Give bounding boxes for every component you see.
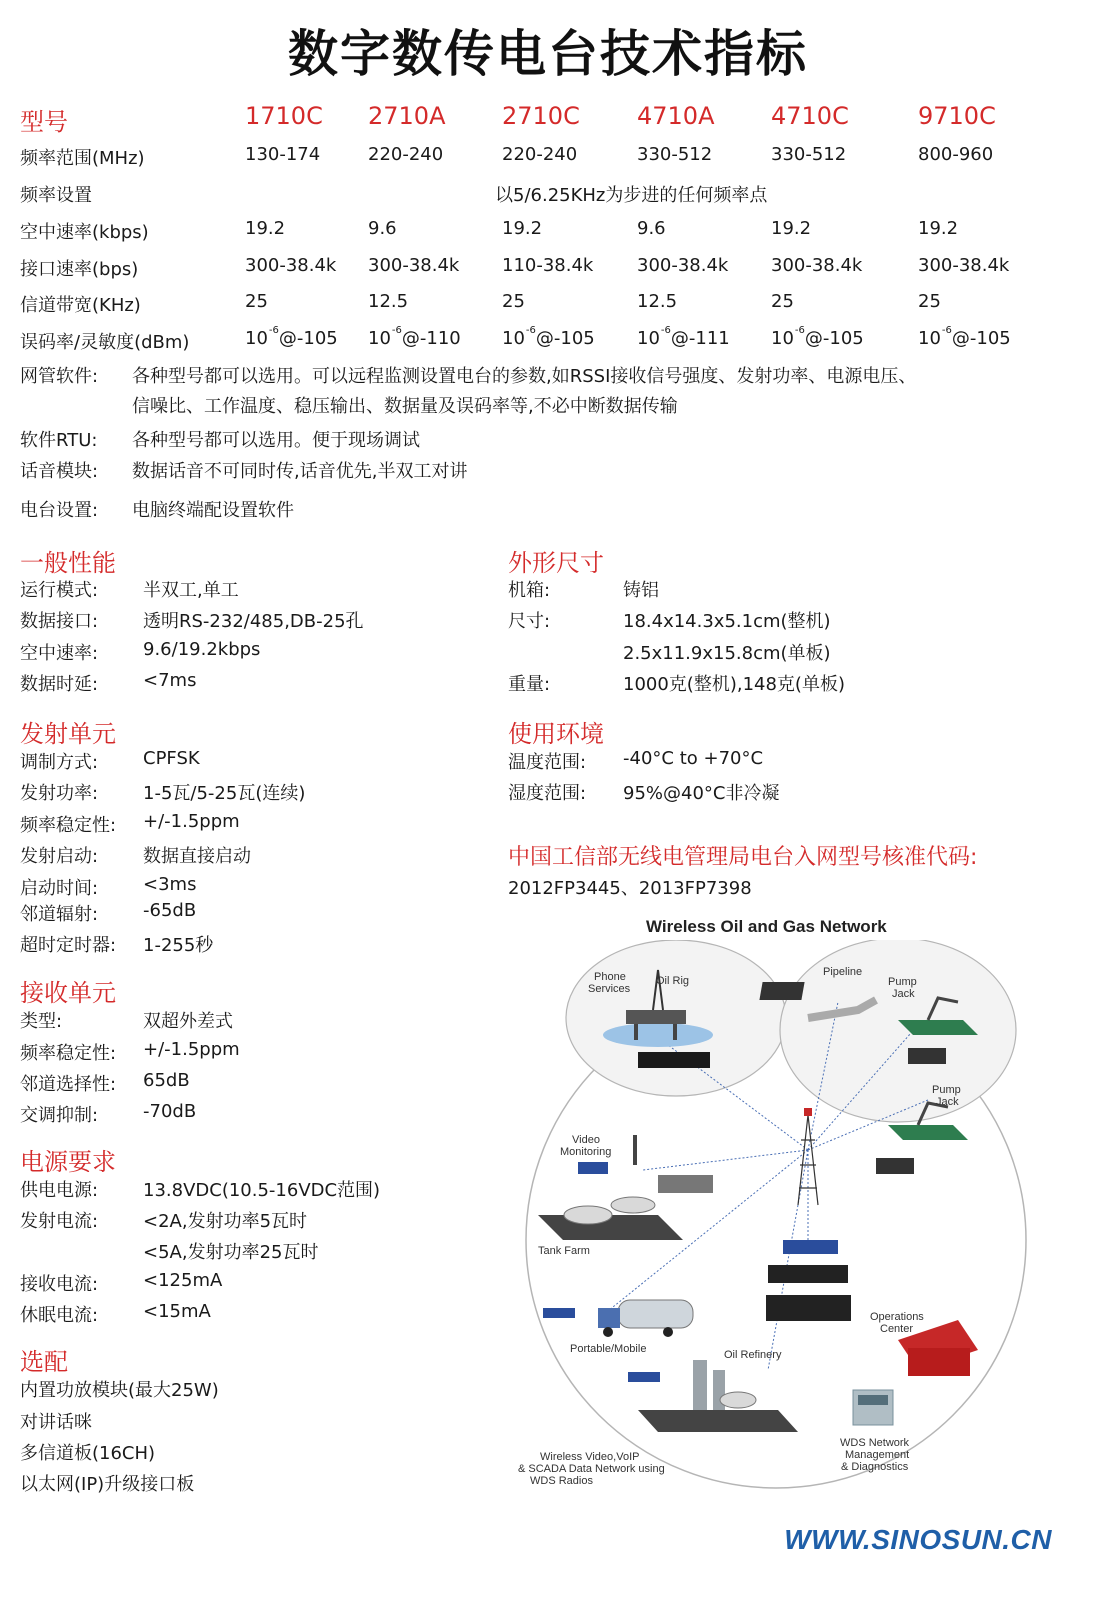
- sens-value: @-105: [278, 328, 338, 349]
- label-phone-services: [588, 971, 631, 995]
- label-ops-line: Center: [880, 1323, 914, 1335]
- spec-value: 65dB: [143, 1070, 190, 1091]
- label-wds-line: Management: [845, 1449, 910, 1461]
- label-video-line: Monitoring: [560, 1146, 612, 1158]
- table-header-model: 型号: [20, 108, 68, 136]
- spec-value: 铸铝: [623, 580, 659, 601]
- spec-value: 95%@40°C非冷凝: [623, 783, 780, 804]
- table-cell: 25: [771, 291, 794, 312]
- row-label: 频率设置: [20, 185, 92, 206]
- label-pipeline: Pipeline: [823, 966, 863, 978]
- website-link[interactable]: WWW.SINOSUN.CN: [784, 1524, 1052, 1555]
- spec-value: +/-1.5ppm: [143, 811, 240, 832]
- table-header-col: 4710A: [637, 102, 715, 130]
- table-cell: 130-174: [245, 144, 321, 165]
- table-cell: 300-38.4k: [918, 255, 1010, 276]
- sens-base: 10: [637, 328, 660, 349]
- sens-base: 10: [245, 328, 268, 349]
- approval-codes: 2012FP3445、2013FP7398: [508, 878, 752, 899]
- section-title-receive: 接收单元: [20, 979, 116, 1007]
- sens-exp: -6: [941, 325, 952, 336]
- label-pump-line: Jack: [936, 1096, 959, 1108]
- spec-label: 频率稳定性:: [20, 815, 117, 836]
- label-portable-mobile: Portable/Mobile: [570, 1343, 647, 1355]
- feature-label: 话音模块:: [20, 461, 99, 482]
- option-item: 以太网(IP)升级接口板: [20, 1474, 195, 1495]
- section-title-general: 一般性能: [20, 549, 116, 577]
- section-title-options: 选配: [20, 1348, 68, 1376]
- label-video-line: Video: [572, 1134, 600, 1146]
- table-header-col: 2710C: [502, 102, 580, 130]
- page-title: 数字数传电台技术指标: [288, 25, 808, 83]
- spec-label: 温度范围:: [508, 752, 587, 773]
- spec-value: <2A,发射功率5瓦时: [143, 1211, 308, 1232]
- table-header-col: 2710A: [368, 102, 446, 130]
- table-cell: 9.6: [637, 218, 666, 239]
- spec-value: <5A,发射功率25瓦时: [143, 1242, 319, 1263]
- table-cell: [502, 325, 595, 349]
- table-cell: 300-38.4k: [368, 255, 460, 276]
- option-item: 多信道板(16CH): [20, 1443, 156, 1464]
- label-ops-line: Operations: [870, 1311, 924, 1323]
- spec-label: 运行模式:: [20, 580, 99, 601]
- table-cell: 800-960: [918, 144, 994, 165]
- sens-value: @-105: [951, 328, 1011, 349]
- table-cell: 220-240: [368, 144, 444, 165]
- sens-exp: -6: [525, 325, 536, 336]
- spec-label: 机箱:: [508, 580, 551, 601]
- table-cell: 9.6: [368, 218, 397, 239]
- row-label: 频率范围(MHz): [20, 148, 145, 169]
- diagram-title: Wireless Oil and Gas Network: [646, 917, 887, 936]
- label-tank-farm: Tank Farm: [538, 1245, 590, 1257]
- label-caption-line: Wireless Video,VoIP: [540, 1451, 640, 1463]
- label-pump-jack-2: [932, 1084, 961, 1108]
- table-cell: [918, 325, 1011, 349]
- label-phone-line: Phone: [594, 971, 626, 983]
- sens-value: @-105: [535, 328, 595, 349]
- spec-value: -65dB: [143, 900, 197, 921]
- spec-value: 半双工,单工: [143, 580, 239, 601]
- sens-value: @-111: [670, 328, 730, 349]
- spec-value: 透明RS-232/485,DB-25孔: [143, 611, 364, 632]
- table-cell: [771, 325, 864, 349]
- table-cell: 19.2: [245, 218, 286, 239]
- spec-label: 发射启动:: [20, 846, 99, 867]
- table-cell: [637, 325, 730, 349]
- table-cell: 330-512: [637, 144, 713, 165]
- spec-value: -40°C to +70°C: [623, 748, 764, 769]
- label-wds-management: [840, 1437, 910, 1473]
- sens-base: 10: [502, 328, 525, 349]
- spec-value: -70dB: [143, 1101, 197, 1122]
- table-cell: [245, 325, 338, 349]
- spec-label: 调制方式:: [20, 752, 99, 773]
- wds-management-icon: [853, 1390, 893, 1425]
- sens-exp: -6: [268, 325, 279, 336]
- label-oil-rig: Oil Rig: [656, 975, 690, 987]
- label-caption-line: WDS Radios: [530, 1475, 593, 1487]
- table-cell: 330-512: [771, 144, 847, 165]
- spec-label: 启动时间:: [20, 878, 99, 899]
- table-span-cell: 以5/6.25KHz为步进的任何频率点: [495, 185, 768, 206]
- feature-label: 网管软件:: [20, 366, 99, 387]
- label-wds-line: & Diagnostics: [841, 1461, 909, 1473]
- feature-text: 电脑终端配设置软件: [132, 500, 294, 521]
- spec-label: 发射功率:: [20, 783, 99, 804]
- spec-value: 9.6/19.2kbps: [143, 639, 261, 660]
- table-cell: [368, 325, 461, 349]
- table-header-col: 9710C: [918, 102, 996, 130]
- section-title-dimensions: 外形尺寸: [508, 549, 604, 577]
- table-cell: 12.5: [637, 291, 678, 312]
- feature-label: 电台设置:: [20, 500, 99, 521]
- feature-text: 各种型号都可以选用。便于现场调试: [132, 430, 420, 451]
- approval-title: 中国工信部无线电管理局电台入网型号核准代码:: [508, 845, 978, 870]
- spec-label: 重量:: [508, 674, 551, 695]
- spec-value: <3ms: [143, 874, 197, 895]
- spec-value: 18.4x14.3x5.1cm(整机): [623, 611, 831, 632]
- option-item: 内置功放模块(最大25W): [20, 1380, 219, 1401]
- spec-label: 数据时延:: [20, 674, 99, 695]
- label-pump-line: Jack: [892, 988, 915, 1000]
- row-label: 误码率/灵敏度(dBm): [20, 332, 190, 353]
- label-pump-line: Pump: [932, 1084, 961, 1096]
- sens-value: @-105: [804, 328, 864, 349]
- sens-base: 10: [771, 328, 794, 349]
- table-cell: 25: [918, 291, 941, 312]
- table-cell: 300-38.4k: [637, 255, 729, 276]
- spec-label: 类型:: [20, 1011, 63, 1032]
- spec-value: CPFSK: [143, 748, 200, 769]
- sens-exp: -6: [794, 325, 805, 336]
- option-item: 对讲话咪: [20, 1412, 92, 1433]
- label-phone-line: Services: [588, 983, 631, 995]
- spec-label: 湿度范围:: [508, 783, 587, 804]
- spec-label: 超时定时器:: [20, 935, 117, 956]
- spec-value: 13.8VDC(10.5-16VDC范围): [143, 1180, 381, 1201]
- table-header-col: 1710C: [245, 102, 323, 130]
- spec-value: +/-1.5ppm: [143, 1039, 240, 1060]
- spec-label: 尺寸:: [508, 611, 551, 632]
- network-diagram: [508, 940, 1048, 1500]
- row-label: 接口速率(bps): [20, 259, 139, 280]
- spec-value: 1-5瓦/5-25瓦(连续): [143, 783, 306, 804]
- spec-label: 接收电流:: [20, 1274, 99, 1295]
- table-cell: 110-38.4k: [502, 255, 594, 276]
- spec-label: 数据接口:: [20, 611, 99, 632]
- table-header-col: 4710C: [771, 102, 849, 130]
- spec-label: 频率稳定性:: [20, 1043, 117, 1064]
- sens-value: @-110: [401, 328, 461, 349]
- spec-label: 邻道辐射:: [20, 904, 99, 925]
- sens-exp: -6: [391, 325, 402, 336]
- spec-value: 数据直接启动: [143, 846, 251, 867]
- sens-exp: -6: [660, 325, 671, 336]
- feature-text: 数据话音不可同时传,话音优先,半双工对讲: [132, 461, 468, 482]
- label-pump-line: Pump: [888, 976, 917, 988]
- row-label: 空中速率(kbps): [20, 222, 149, 243]
- label-oil-refinery: Oil Refinery: [724, 1349, 782, 1361]
- spec-label: 发射电流:: [20, 1211, 99, 1232]
- feature-text: 各种型号都可以选用。可以远程监测设置电台的参数,如RSSI接收信号强度、发射功率、电源电压、: [132, 366, 917, 387]
- feature-label: 软件RTU:: [20, 430, 98, 451]
- table-cell: 19.2: [502, 218, 543, 239]
- table-cell: 12.5: [368, 291, 409, 312]
- sens-base: 10: [368, 328, 391, 349]
- sens-base: 10: [918, 328, 941, 349]
- spec-label: 休眠电流:: [20, 1305, 99, 1326]
- spec-label: 交调抑制:: [20, 1105, 99, 1126]
- label-caption: [518, 1451, 665, 1487]
- table-cell: 300-38.4k: [245, 255, 337, 276]
- table-cell: 25: [502, 291, 525, 312]
- section-title-transmit: 发射单元: [20, 720, 116, 748]
- spec-label: 邻道选择性:: [20, 1074, 117, 1095]
- row-label: 信道带宽(KHz): [20, 295, 141, 316]
- section-title-power: 电源要求: [20, 1148, 116, 1176]
- table-cell: 300-38.4k: [771, 255, 863, 276]
- table-cell: 19.2: [771, 218, 812, 239]
- spec-label: 空中速率:: [20, 643, 99, 664]
- label-wds-line: WDS Network: [840, 1437, 910, 1449]
- spec-value: 双超外差式: [143, 1011, 233, 1032]
- section-title-environment: 使用环境: [508, 720, 604, 748]
- spec-value: 1-255秒: [143, 935, 214, 956]
- spec-value: <7ms: [143, 670, 197, 691]
- table-cell: 25: [245, 291, 268, 312]
- table-cell: 220-240: [502, 144, 578, 165]
- table-cell: 19.2: [918, 218, 959, 239]
- spec-value: 1000克(整机),148克(单板): [623, 674, 845, 695]
- spec-value: 2.5x11.9x15.8cm(单板): [623, 643, 831, 664]
- feature-text: 信噪比、工作温度、稳压输出、数据量及误码率等,不必中断数据传输: [132, 396, 678, 417]
- label-pump-jack-1: [888, 976, 917, 1000]
- pipeline-bubble: [780, 940, 1016, 1122]
- label-caption-line: & SCADA Data Network using: [518, 1463, 665, 1475]
- spec-value: <125mA: [143, 1270, 223, 1291]
- spec-label: 供电电源:: [20, 1180, 99, 1201]
- spec-value: <15mA: [143, 1301, 211, 1322]
